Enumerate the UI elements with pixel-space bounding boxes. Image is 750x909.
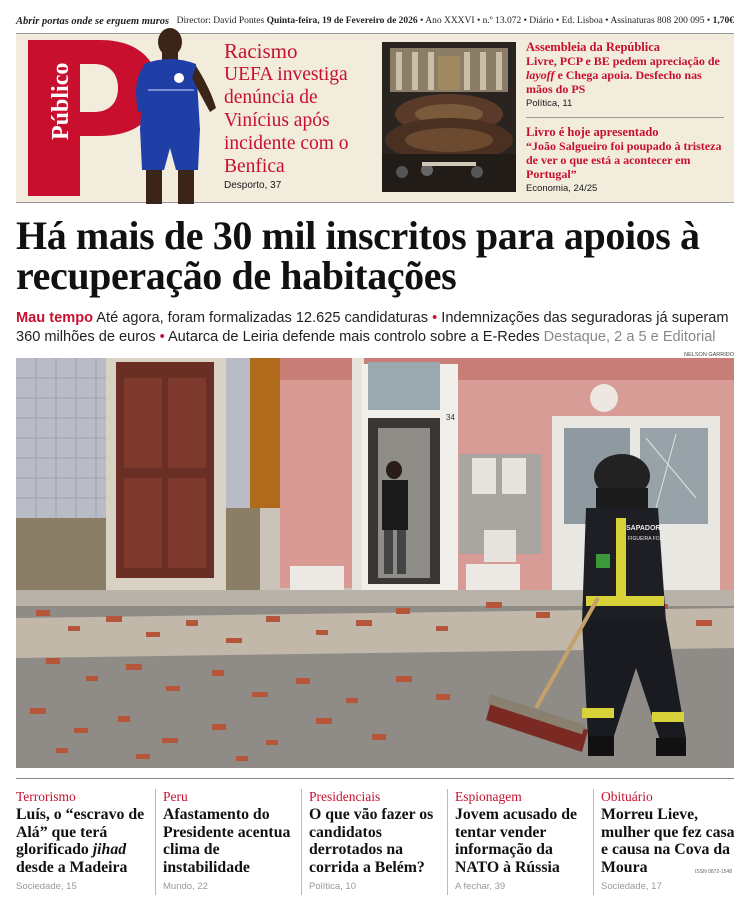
column-peru[interactable] [155, 789, 295, 895]
parliament-illustration [382, 42, 516, 192]
logo-word: Público [48, 62, 74, 140]
column-section: Sociedade, 15 [16, 881, 77, 892]
issue-date: Quinta-feira, 19 de Fevereiro de 2026 [266, 16, 418, 26]
subhead-kicker: Mau tempo [16, 310, 94, 326]
column-kicker: Espionagem [455, 789, 522, 804]
column-espionagem[interactable] [447, 789, 587, 895]
column-kicker: Obituário [601, 789, 653, 804]
column-title: O que vão fazer os candidatos derrotados na corrida a Belém? [309, 806, 434, 876]
column-title: Afastamento do Presidente acentua clima de instabilidade [163, 806, 291, 876]
teaser-text: Livre, PCP e BE pedem apreciação de layoff e Chega apoia. Desfecho nas mãos do PS [526, 54, 720, 96]
bottom-columns [16, 778, 734, 896]
badge-bottom: FIGUEIRA FOZ [628, 536, 663, 542]
teaser-livro[interactable] [526, 125, 724, 196]
teaser-text: UEFA investiga denúncia de Vinícius após incidente com o Benfica [224, 64, 349, 177]
main-headline[interactable]: Há mais de 30 mil inscritos para apoios à recuperação de habitações [16, 213, 700, 298]
badge-top: SAPADORES [626, 525, 670, 532]
storm-damage-illustration [16, 358, 734, 768]
column-section: Mundo, 22 [163, 881, 208, 892]
column-kicker: Terrorismo [16, 789, 76, 804]
column-kicker: Presidenciais [309, 789, 381, 804]
teaser-text: “João Salgueiro foi poupado à tristeza de ver o que está a acontecer em Portugal” [526, 139, 722, 181]
column-section: Sociedade, 17 [601, 881, 662, 892]
column-presidenciais[interactable] [301, 789, 441, 895]
house-number: 34 [446, 413, 455, 422]
column-terrorismo[interactable] [16, 789, 156, 895]
teaser-kicker: Racismo [224, 39, 298, 63]
teaser-section: Economia, 24/25 [526, 183, 598, 194]
tagline: Abrir portas onde se erguem muros [16, 16, 170, 27]
column-section: Política, 10 [309, 881, 356, 892]
teaser-kicker: Assembleia da República [526, 40, 661, 54]
masthead-band [16, 33, 734, 203]
issn-code: ISSN 0872-1548 [695, 869, 732, 875]
footballer-photo [124, 20, 222, 204]
subhead-reference: Destaque, 2 a 5 e Editorial [543, 329, 716, 345]
column-title: Morreu Lieve, mulher que fez casa e causa na Cova da Moura [601, 806, 735, 876]
column-section: A fechar, 39 [455, 881, 506, 892]
teaser-section: Política, 11 [526, 98, 573, 109]
column-title: Luís, o “escravo de Alá” que terá glorificado jihad desde a Madeira [16, 806, 145, 876]
teaser-assembleia[interactable] [526, 40, 724, 111]
teaser-section: Desporto, 37 [224, 180, 282, 191]
teaser-divider [526, 117, 724, 118]
dateline [177, 16, 734, 26]
column-obituario[interactable] [593, 789, 733, 895]
director: Director: David Pontes [176, 16, 265, 26]
teaser-racismo[interactable] [224, 40, 386, 191]
photo-credit: NELSON GARRIDO [684, 352, 734, 358]
column-kicker: Peru [163, 789, 188, 804]
main-photo [16, 358, 734, 768]
parliament-photo [382, 42, 516, 192]
price: 1,70€ [712, 16, 734, 26]
headline-subhead: Mau tempo Até agora, foram formalizadas 12.625 candidaturas • Indemnizações das seguradoras já superam 360 milhões de euros • Autarca de Leiria defende mais controlo sobre a E-Redes Destaque, 2 a 5 e Editorial [16, 310, 729, 345]
teaser-kicker: Livro é hoje apresentado [526, 125, 659, 139]
issue-info: • Ano XXXVI • n.º 13.072 • Diário • Ed. Lisboa • Assinaturas 808 200 095 • [420, 16, 711, 26]
column-title: Jovem acusado de tentar vender informação da NATO à Rússia [455, 806, 577, 876]
